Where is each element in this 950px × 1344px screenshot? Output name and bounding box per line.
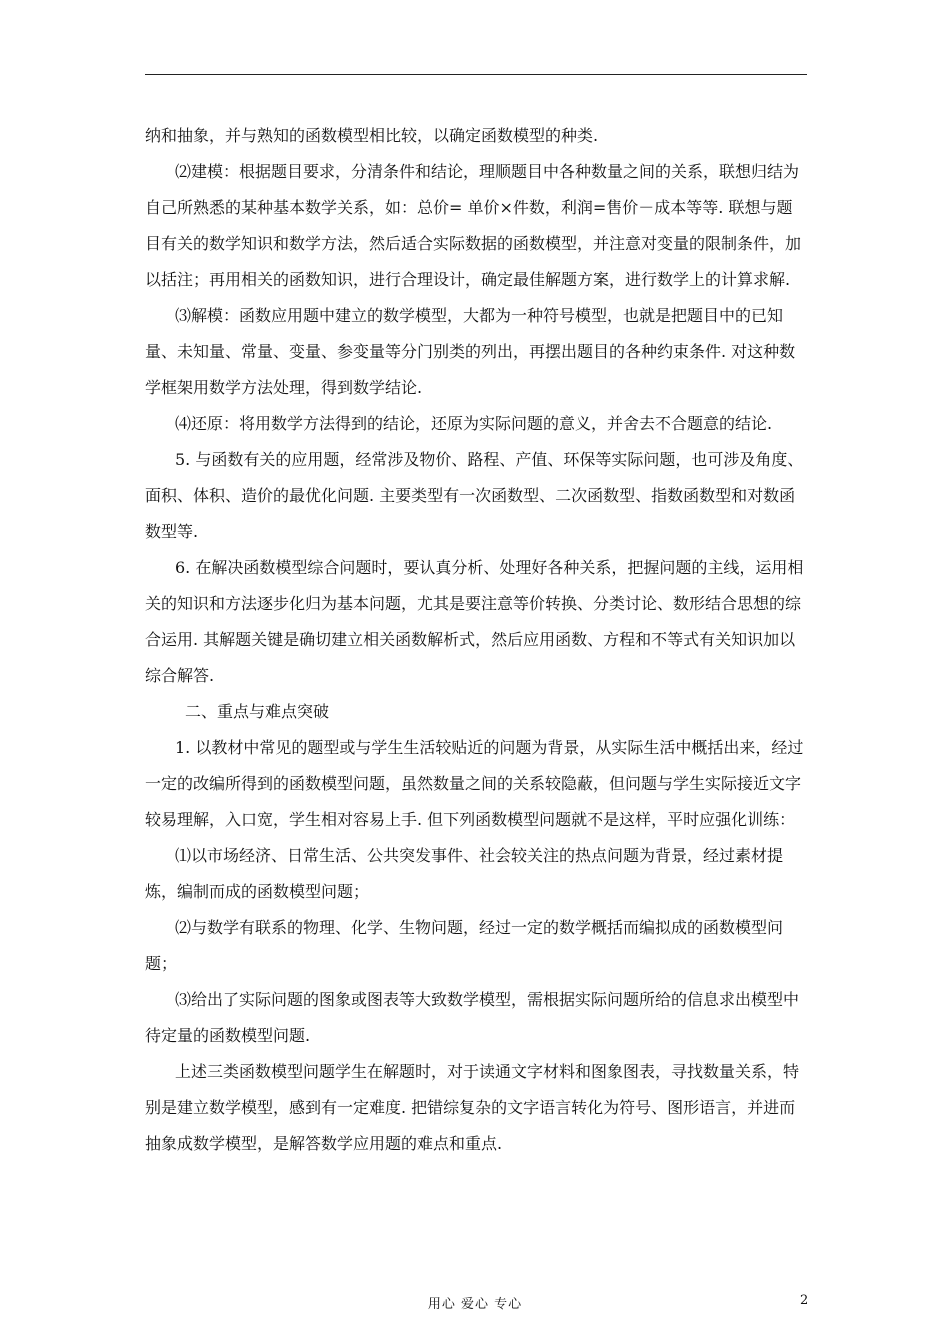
- paragraph-summary: 上述三类函数模型问题学生在解题时，对于读通文字材料和图象图表，寻找数量关系，特别是建立数学模型，感到有一定难度. 把错综复杂的文字语言转化为符号、图形语言，并进而抽象成数学模型，是解答数学应用题的难点和重点.: [145, 1062, 800, 1153]
- page-number: 2: [800, 1293, 809, 1308]
- section-heading: 二、重点与难点突破: [185, 702, 330, 721]
- header-rule: [145, 74, 807, 75]
- paragraph-continuation: 纳和抽象，并与熟知的函数模型相比较，以确定函数模型的种类.: [145, 126, 599, 145]
- paragraph-restoring: ⑷还原：将用数学方法得到的结论，还原为实际问题的意义，并舍去不合题意的结论.: [175, 414, 773, 433]
- paragraph-item-1: ⑴以市场经济、日常生活、公共突发事件、社会较关注的热点问题为背景，经过素材提炼，编制而成的函数模型问题；: [145, 846, 784, 901]
- paragraph-breakthrough-1: 1. 以教材中常见的题型或与学生生活较贴近的问题为背景，从实际生活中概括出来，经过一定的改编所得到的函数模型问题，虽然数量之间的关系较隐蔽，但问题与学生实际接近文字较易理解，入口宽，学生相对容易上手. 但下列函数模型问题就不是这样，平时应强化训练：: [145, 738, 804, 829]
- paragraph-point-6: 6. 在解决函数模型综合问题时，要认真分析、处理好各种关系，把握问题的主线，运用相关的知识和方法逐步化归为基本问题，尤其是要注意等价转换、分类讨论、数形结合思想的综合运用. 其解题关键是确切建立相关函数解析式，然后应用函数、方程和不等式有关知识加以综合解答.: [145, 558, 804, 685]
- paragraph-modeling: ⑵建模：根据题目要求，分清条件和结论，理顺题目中各种数量之间的关系，联想归结为自己所熟悉的某种基本数学关系，如：总价= 单价×件数，利润=售价－成本等等. 联想与题目有关的数学知识和数学方法，然后适合实际数据的函数模型，并注意对变量的限制条件，加以括注；再用相关的函数知识，进行合理设计，确定最佳解题方案，进行数学上的计算求解.: [145, 162, 802, 289]
- paragraph-point-5: 5. 与函数有关的应用题，经常涉及物价、路程、产值、环保等实际问题，也可涉及角度、面积、体积、造价的最优化问题. 主要类型有一次函数型、二次函数型、指数函数型和对数函数型等.: [145, 450, 804, 541]
- paragraph-solving: ⑶解模：函数应用题中建立的数学模型，大都为一种符号模型，也就是把题目中的已知量、未知量、常量、变量、参变量等分门别类的列出，再摆出题目的各种约束条件. 对这种数学框架用数学方法处理，得到数学结论.: [145, 306, 796, 397]
- footer-motto: 用心 爱心 专心: [427, 1297, 523, 1312]
- paragraph-item-2: ⑵与数学有联系的物理、化学、生物问题，经过一定的数学概括而编拟成的函数模型问题；: [145, 918, 784, 973]
- page-body: [145, 118, 807, 1162]
- paragraph-item-3: ⑶给出了实际问题的图象或图表等大致数学模型，需根据实际问题所给的信息求出模型中待定量的函数模型问题.: [145, 990, 800, 1045]
